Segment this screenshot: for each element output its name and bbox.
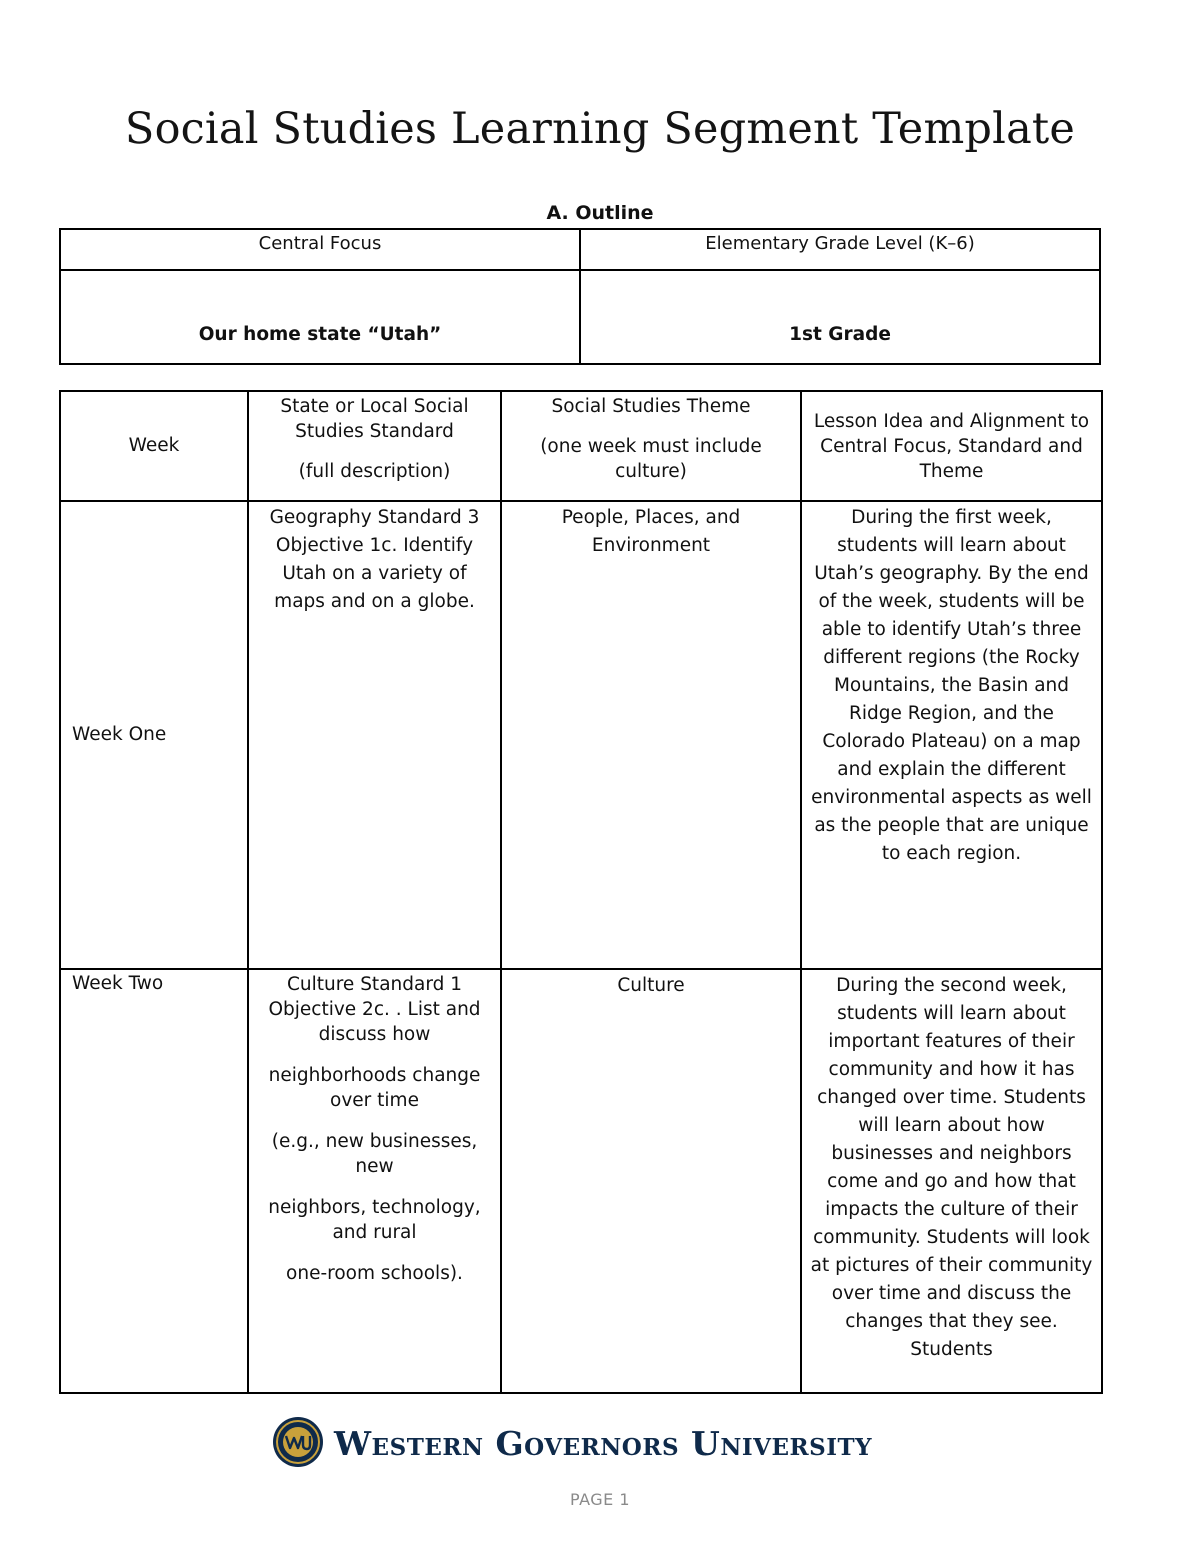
week-one-standard: Geography Standard 3 Objective 1c. Identify Utah on a variety of maps and on a globe. <box>248 501 501 969</box>
week-two-standard <box>248 969 501 1393</box>
theme-header-title: Social Studies Theme <box>551 396 751 417</box>
week-two-standard-part: neighborhoods change over time <box>268 1065 481 1111</box>
week-two-standard-part: Culture Standard 1 Objective 2c. . List and discuss how <box>268 974 481 1045</box>
central-focus-value: Our home state “Utah” <box>60 270 580 364</box>
university-seal-icon <box>272 1416 324 1468</box>
week-two-lesson-cell <box>801 969 1102 1393</box>
university-logo <box>272 1416 892 1470</box>
week-two-standard-part: neighbors, technology, and rural <box>268 1197 481 1243</box>
lesson-column-header: Lesson Idea and Alignment to Central Focus, Standard and Theme <box>801 391 1102 501</box>
week-two-standard-part: (e.g., new businesses, new <box>271 1131 478 1177</box>
standard-header-title: State or Local Social Studies Standard <box>280 396 469 442</box>
grade-level-header: Elementary Grade Level (K–6) <box>580 229 1100 270</box>
standard-header-note: (full description) <box>298 461 451 482</box>
week-two-standard-part: one-room schools). <box>286 1263 463 1284</box>
university-name: Western Governors University <box>334 1424 873 1463</box>
central-focus-header: Central Focus <box>60 229 580 270</box>
theme-header-note: (one week must include culture) <box>540 436 762 482</box>
week-one-lesson: During the first week, students will learn about Utah’s geography. By the end of the week, students will be able to identify Utah’s three different regions (the Rocky Mountains, the Basin and Ridge Region, and the Colorado Plateau) on a map and explain the different environmental aspects as well as the people that are unique to each region. <box>801 501 1102 969</box>
week-two-theme: Culture <box>501 969 801 1393</box>
week-two-label: Week Two <box>60 969 248 1393</box>
grade-level-value: 1st Grade <box>580 270 1100 364</box>
table-header-row <box>60 391 1102 501</box>
week-two-lesson: During the second week, students will learn about important features of their community and how it has changed over time. Students will learn about how businesses and neighbors come and go and how that impacts the culture of their community. Students will look at pictures of their community over time and discuss the changes that they see. Students <box>810 975 1093 1360</box>
table-row <box>60 501 1102 969</box>
week-one-label: Week One <box>60 501 248 969</box>
week-one-theme: People, Places, and Environment <box>501 501 801 969</box>
week-column-header: Week <box>60 391 248 501</box>
outline-heading: A. Outline <box>546 202 654 224</box>
standard-column-header <box>248 391 501 501</box>
learning-segment-table <box>59 390 1103 1394</box>
document-title: Social Studies Learning Segment Template <box>124 104 1076 154</box>
outline-table <box>59 228 1101 365</box>
page-number: PAGE 1 <box>569 1490 631 1509</box>
theme-column-header <box>501 391 801 501</box>
table-row <box>60 969 1102 1393</box>
